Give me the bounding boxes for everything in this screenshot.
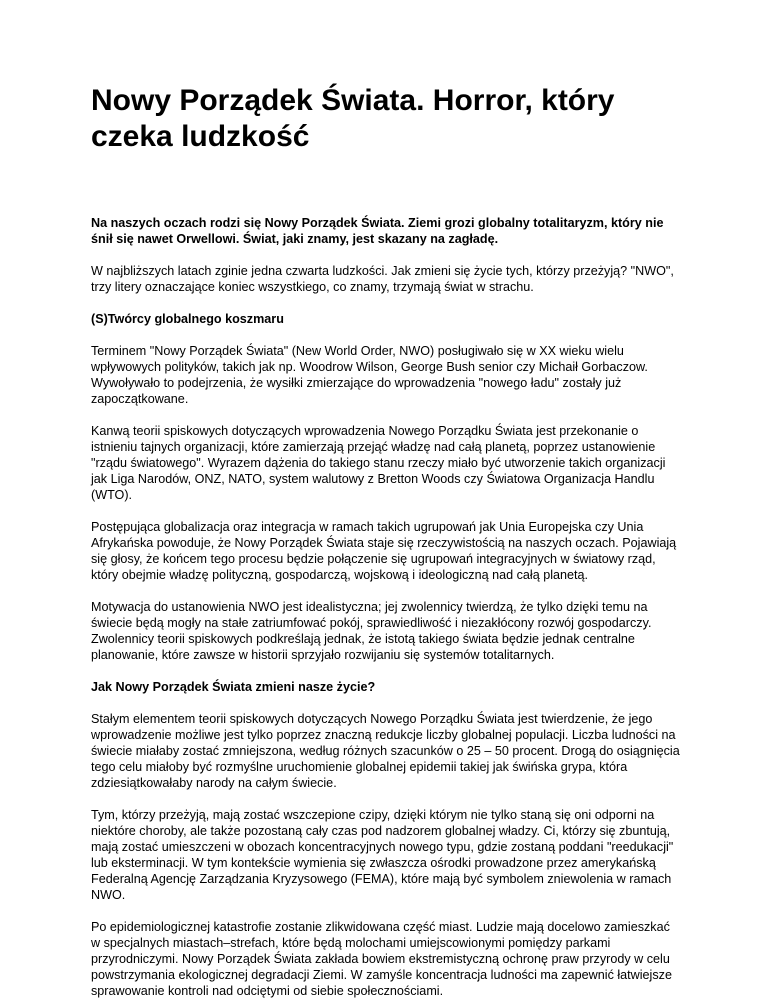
section-heading-life-change: Jak Nowy Porządek Świata zmieni nasze życie? — [91, 680, 376, 694]
paragraph-2: Kanwą teorii spiskowych dotyczących wprowadzenia Nowego Porządku Świata jest przekonanie o istnieniu tajnych organizacji, które zamierzają przejąć władzę nad całą planetą, poprzez ustanowienie "rządu światowego". Wyrazem dążenia do takiego stanu rzeczy miało być utworzenie takich organizacji jak Liga Narodów, ONZ, NATO, system walutowy z Bretton Woods czy Światowa Organizacja Handlu (WTO). — [91, 424, 666, 502]
paragraph-3: Postępująca globalizacja oraz integracja w ramach takich ugrupowań jak Unia Europejska czy Unia Afrykańska powoduje, że Nowy Porządek Świata staje się rzeczywistością na naszych oczach. Pojawiają się głosy, że końcem tego procesu będzie połączenie się ugrupowań integracyjnych w światowy rząd, który obejmie władzę polityczną, gospodarczą, wojskową i ideologiczną nad całą planetą. — [91, 520, 677, 582]
paragraph-6: Tym, którzy przeżyją, mają zostać wszczepione czipy, dzięki którym nie tylko staną się oni odporni na niektóre choroby, ale także pozostaną cały czas pod nadzorem globalnej władzy. Ci, którzy się zbuntują, mają zostać umieszczeni w obozach koncentracyjnych nowego typu, gdzie zostaną poddani "reedukacji" lub eksterminacji. W tym kontekście wymienia się zwłaszcza ośrodki prowadzone przez amerykańską Federalną Agencję Zarządzania Kryzysowego (FEMA), które mają być symbolem zniewolenia w ramach NWO. — [91, 808, 674, 902]
article-lead: Na naszych oczach rodzi się Nowy Porządek Świata. Ziemi grozi globalny totalitaryzm, który nie śnił się nawet Orwellowi. Świat, jaki znamy, jest skazany na zagładę. — [91, 216, 664, 246]
document-page — [91, 83, 681, 999]
section-heading-creators: (S)Twórcy globalnego koszmaru — [91, 312, 284, 326]
paragraph-7: Po epidemiologicznej katastrofie zostanie zlikwidowana część miast. Ludzie mają docelowo zamieszkać w specjalnych miastach–strefach, które będą molochami umiejscowionymi pomiędzy parkami przyrodniczymi. Nowy Porządek Świata zakłada bowiem ekstremistyczną ochronę praw przyrody w celu powstrzymania ekologicznej degradacji Ziemi. W zamyśle koncentracja ludności ma zapewnić łatwiejsze sprawowanie kontroli nad odciętymi od siebie społecznościami. — [91, 920, 672, 998]
article-title: Nowy Porządek Świata. Horror, który czeka ludzkość — [91, 84, 615, 153]
article-intro: W najbliższych latach zginie jedna czwarta ludzkości. Jak zmieni się życie tych, którzy przeżyją? "NWO", trzy litery oznaczające koniec wszystkiego, co znamy, trzymają świat w strachu. — [91, 264, 674, 294]
paragraph-5: Stałym elementem teorii spiskowych dotyczących Nowego Porządku Świata jest twierdzenie, że jego wprowadzenie możliwe jest tylko poprzez znaczną redukcje liczby globalnej populacji. Liczba ludności na świecie miałaby zostać zmniejszona, według różnych szacunków o 25 – 50 procent. Drogą do osiągnięcia tego celu miałoby być rozmyślne uruchomienie globalnej epidemii takiej jak świńska grypa, która zdziesiątkowałaby narody na całym świecie. — [91, 712, 680, 790]
paragraph-1: Terminem "Nowy Porządek Świata" (New World Order, NWO) posługiwało się w XX wieku wielu wpływowych polityków, takich jak np. Woodrow Wilson, George Bush senior czy Michaił Gorbaczow. Wywoływało to podejrzenia, że wysiłki zmierzające do wprowadzenia "nowego ładu" zostały już zapoczątkowane. — [91, 344, 648, 406]
paragraph-4: Motywacja do ustanowienia NWO jest idealistyczna; jej zwolennicy twierdzą, że tylko dzięki temu na świecie będą mogły na stałe zatriumfować pokój, sprawiedliwość i niezakłócony rozwój gospodarczy. Zwolennicy teorii spiskowych podkreślają jednak, że istotą takiego świata będzie jednak centralne planowanie, które zawsze w historii sprzyjało rozwijaniu się systemów totalitarnych. — [91, 600, 652, 662]
